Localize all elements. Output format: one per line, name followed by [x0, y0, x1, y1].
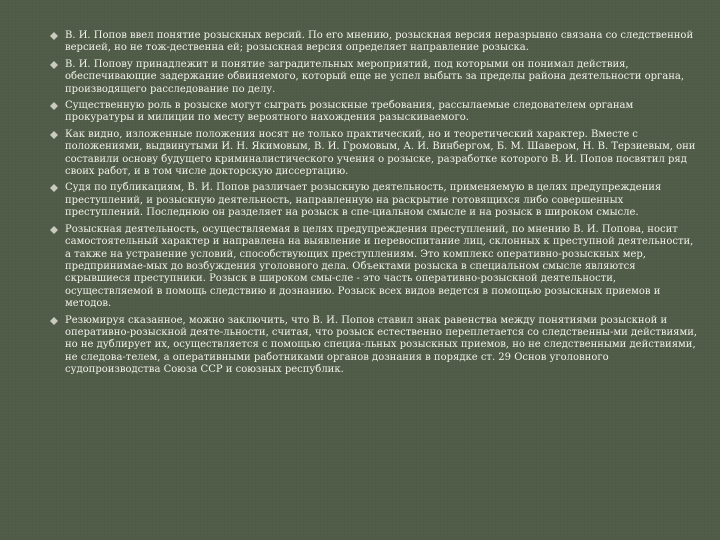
- diamond-bullet-icon: [50, 61, 58, 69]
- bullet-text: Существенную роль в розыске могут сыграть розыскные требования, рассылаемые следователем органам прокуратуры и милиции по месту вероятного нахождения разыскиваемого.: [65, 100, 634, 124]
- bullet-item: [50, 182, 700, 219]
- bullet-text: Резюмируя сказанное, можно заключить, что В. И. Попов ставил знак равенства между понятиями розыскной и оперативно-розыскной деяте-льности, считая, что розыск естественно переплетается со следственны-ми действиями, но не дублирует их, осуществляется с помощью специа-льных розыскных приемов, но не следственными действиями, не следова-телем, а оперативными работниками органов дознания в порядке ст. 29 Основ уголовного судопроизводства Союза ССР и союзных республик.: [65, 314, 698, 376]
- bullet-item: [50, 30, 700, 55]
- bullet-item: [50, 100, 700, 125]
- bullet-item: [50, 224, 700, 311]
- bullet-list: [50, 30, 700, 381]
- bullet-text: Как видно, изложенные положения носят не только практический, но и теоретический характер. Вместе с положениями, выдвинутыми И. Н. Якимовым, В. И. Громовым, А. И. Винбергом, Б. М. Шавером, Н. В. Терзиевым, они составили основу будущего криминалистического учения о розыске, разработке которого В. И. Попов посвятил ряд своих работ, и в том числе докторскую диссертацию.: [65, 128, 696, 178]
- bullet-text: В. И. Попову принадлежит и понятие заградительных мероприятий, под которыми он понимал действия, обеспечивающие задержание обвиняемого, который еще не успел выбыть за пределы района деятельности органа, производящего расследование по делу.: [65, 58, 685, 95]
- bullet-item: [50, 129, 700, 179]
- bullet-item: [50, 315, 700, 377]
- diamond-bullet-icon: [50, 184, 58, 192]
- diamond-bullet-icon: [50, 32, 58, 40]
- diamond-bullet-icon: [50, 131, 58, 139]
- diamond-bullet-icon: [50, 226, 58, 234]
- bullet-text: Судя по публикациям, В. И. Попов различает розыскную деятельность, применяемую в целях предупреждения преступлений, и розыскную деятельность, направленную на раскрытие готовящихся либо совершенных преступлений. Последнюю он разделяет на розыск в спе-циальном смысле и на розыск в широком смысле.: [65, 182, 662, 219]
- diamond-bullet-icon: [50, 317, 58, 325]
- diamond-bullet-icon: [50, 102, 58, 110]
- bullet-text: В. И. Попов ввел понятие розыскных версий. По его мнению, розыскная версия неразрывно связана со следственной версией, но не тож-дественна ей; розыскная версия определяет направление розыска.: [65, 30, 694, 54]
- bullet-item: [50, 59, 700, 96]
- bullet-text: Розыскная деятельность, осуществляемая в целях предупреждения преступлений, по мнению В. И. Попова, носит самостоятельный характер и направлена на выявление и перевоспитание лиц, склонных к преступной деятельности, а также на устранение условий, способствующих преступлениям. Это комплекс оперативно-розыскных мер, предпринимае-мых до возбуждения уголовного дела. Объектами розыска в специальном смысле являются скрывшиеся преступники. Розыск в широком смы-сле - это часть оперативно-розыскной деятельности, осуществляемой в помощь следствию и дознанию. Розыск всех видов ведется в помощью розыскных приемов и методов.: [65, 223, 694, 310]
